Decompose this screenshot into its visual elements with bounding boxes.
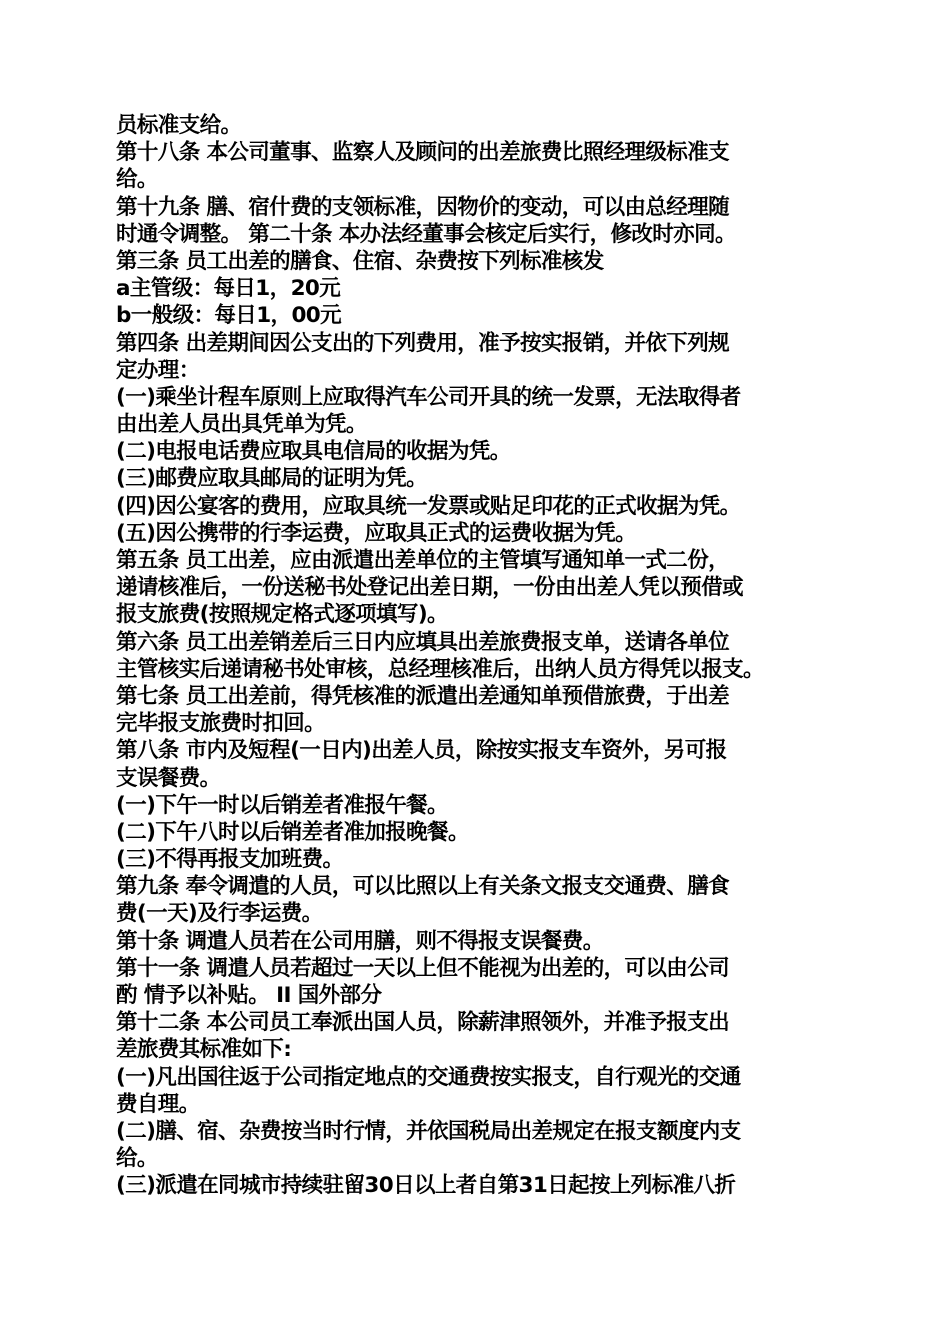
text-line: 递请核准后，一份送秘书处登记出差日期，一份由出差人凭以预借或 [116, 575, 744, 601]
text-line: 完毕报支旅费时扣回。 [116, 711, 326, 737]
text-line: (二)下午八时以后销差者准加报晚餐。 [116, 819, 469, 845]
text-line: 第六条 员工出差销差后三日内应填具出差旅费报支单，送请各单位 [116, 629, 729, 655]
text-line: (一)乘坐计程车原则上应取得汽车公司开具的统一发票，无法取得者 [116, 384, 741, 410]
text-line: (三)不得再报支加班费。 [116, 847, 344, 873]
text-line: a主管级：每日1，20元 [116, 276, 341, 302]
text-line: 报支旅费(按照规定格式逐项填写)。 [116, 602, 448, 628]
text-line: (一)下午一时以后销差者准报午餐。 [116, 792, 448, 818]
text-line: (三)派遣在同城市持续驻留30日以上者自第31日起按上列标准八折 [116, 1173, 736, 1199]
text-line: 第七条 员工出差前，得凭核准的派遣出差通知单预借旅费，于出差 [116, 683, 729, 709]
text-line: 第十九条 膳、宿什费的支领标准，因物价的变动，可以由总经理随 [116, 194, 729, 220]
text-line: 第八条 市内及短程(一日内)出差人员，除按实报支车资外，另可报 [116, 738, 727, 764]
text-line: 给。 [116, 1146, 158, 1172]
text-line: 由出差人员出具凭单为凭。 [116, 412, 367, 438]
text-line: 时通令调整。 第二十条 本办法经董事会核定后实行，修改时亦同。 [116, 221, 736, 247]
text-line: 第十一条 调遣人员若超过一天以上但不能视为出差的，可以由公司 [116, 955, 729, 981]
text-line: (四)因公宴客的费用，应取具统一发票或贴足印花的正式收据为凭。 [116, 493, 741, 519]
text-line: 第十二条 本公司员工奉派出国人员，除薪津照领外，并准予报支出 [116, 1010, 729, 1036]
text-line: (一)凡出国往返于公司指定地点的交通费按实报支，自行观光的交通 [116, 1064, 741, 1090]
text-line: 给。 [116, 167, 158, 193]
text-line: 费(一天)及行李运费。 [116, 901, 323, 927]
text-line: (五)因公携带的行李运费，应取具正式的运费收据为凭。 [116, 520, 637, 546]
text-line: 第十条 调遣人员若在公司用膳，则不得报支误餐费。 [116, 928, 604, 954]
text-line: 支误餐费。 [116, 765, 221, 791]
text-line: b一般级：每日1，00元 [116, 303, 342, 329]
text-line: 第十八条 本公司董事、监察人及顾问的出差旅费比照经理级标准支 [116, 140, 729, 166]
text-line: 主管核实后递请秘书处审核，总经理核准后，出纳人员方得凭以报支。 [116, 656, 764, 682]
text-line: 定办理： [116, 357, 200, 383]
text-line: (三)邮费应取具邮局的证明为凭。 [116, 466, 428, 492]
text-line: 差旅费其标准如下: [116, 1037, 292, 1063]
text-line: (二)电报电话费应取具电信局的收据为凭。 [116, 439, 511, 465]
text-line: (二)膳、宿、杂费按当时行情，并依国税局出差规定在报支额度内支 [116, 1118, 741, 1144]
text-line: 费自理。 [116, 1091, 200, 1117]
text-line: 第三条 员工出差的膳食、住宿、杂费按下列标准核发 [116, 248, 604, 274]
text-line: 第九条 奉令调遣的人员，可以比照以上有关条文报支交通费、膳食 [116, 874, 729, 900]
text-line: 员标准支给。 [116, 113, 242, 138]
text-line: 酌 情予以补贴。 II 国外部分 [116, 983, 382, 1008]
document-body [116, 112, 856, 1200]
text-line: 第四条 出差期间因公支出的下列费用，准予按实报销，并依下列规 [116, 330, 729, 356]
text-line: 第五条 员工出差，应由派遣出差单位的主管填写通知单一式二份， [116, 548, 729, 573]
